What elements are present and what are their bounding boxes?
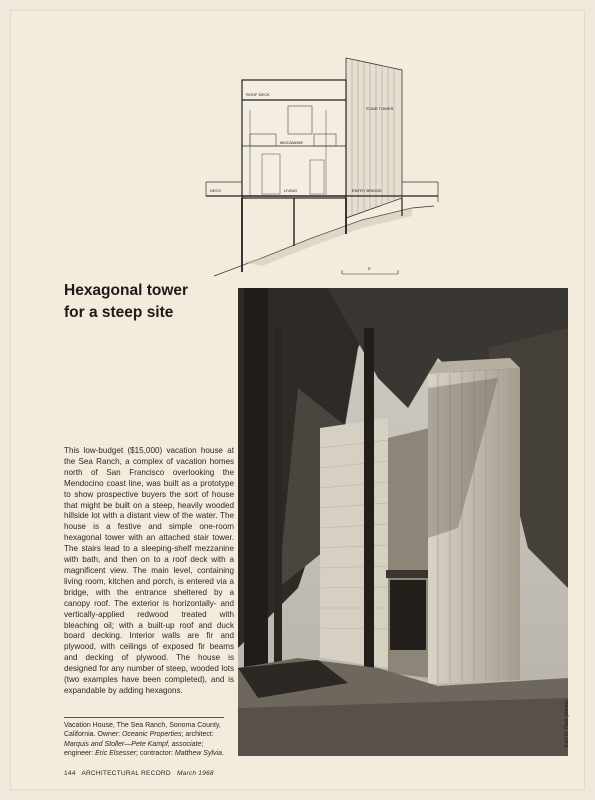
page-number: 144 — [64, 770, 76, 777]
caption-divider — [64, 717, 224, 718]
stair-tower-outline — [346, 58, 402, 218]
label-living: LIVING — [284, 188, 298, 193]
caption-intro: Vacation House, The Sea Ranch, Sonoma County, California. Owner: — [64, 722, 221, 739]
page-footer — [64, 770, 214, 777]
building-left-wall — [320, 418, 388, 668]
caption-engineer: Eric Elsesser — [95, 750, 136, 758]
photo-credit: Karl H. Riek photos — [564, 700, 570, 748]
scale-label: 5' — [368, 266, 371, 271]
photo-svg — [238, 288, 568, 756]
caption-architect: Marquis and Stoller—Pete Kampf, associate — [64, 740, 202, 748]
caption-engineer-label: ; engineer: — [64, 740, 204, 758]
label-roof-deck: ROOF DECK — [246, 92, 270, 97]
caption-contractor: Matthew Sylvia — [174, 750, 222, 758]
ground-hatch — [242, 208, 412, 266]
headline-line-2: for a steep site — [64, 304, 174, 321]
page-headline — [64, 280, 234, 324]
label-stair-tower: STAIR TOWER — [366, 106, 394, 111]
caption-contractor-label: ; contractor: — [135, 750, 175, 758]
label-deck: DECK — [210, 188, 222, 193]
magazine-page — [10, 10, 585, 790]
caption-end: . — [221, 750, 224, 758]
section-drawing-svg — [202, 50, 442, 282]
label-mezzanine: MEZZANINE — [280, 140, 304, 145]
headline-line-1: Hexagonal tower — [64, 282, 189, 299]
label-entry-bridge: ENTRY BRIDGE — [352, 188, 382, 193]
issue-date: March 1968 — [176, 770, 214, 777]
main-tower-outline — [242, 80, 346, 198]
project-caption — [64, 721, 234, 759]
caption-owner: Oceanic Properties — [121, 731, 182, 739]
caption-architect-label: ; architect: — [181, 731, 214, 739]
tower-photograph — [238, 288, 568, 756]
publication-name: ARCHITECTURAL RECORD — [81, 770, 171, 777]
section-drawing — [202, 50, 442, 282]
article-body: This low-budget ($15,000) vacation house at the Sea Ranch, a complex of vacation homes north of San Francisco overlooking the Mendocino coast line, was built as a prototype to show prospective buyers the sort of house that might be built on a steep, heavily wooded hillside lot with a distant view of the water. The house is a festive and simple one-room hexagonal tower with an attached stair tower. The stairs lead to a sleeping-shelf mezzanine with bath, and then on to a roof deck with a magnificent view. The main level, containing living room, kitchen and porch, is entered via a bridge, with the entrance sheltered by a canopy roof. The exterior is horizontally- and vertically-applied redwood treated with bleaching oil; with a built-up roof and duck board decking. Interior walls are fir and plywood, with ceilings of exposed fir beams and decking of plywood. The house is designed for any number of steep, wooded lots (two examples have been completed), and is expandable by adding hexagons. — [64, 446, 234, 695]
tree-trunk — [244, 288, 268, 708]
